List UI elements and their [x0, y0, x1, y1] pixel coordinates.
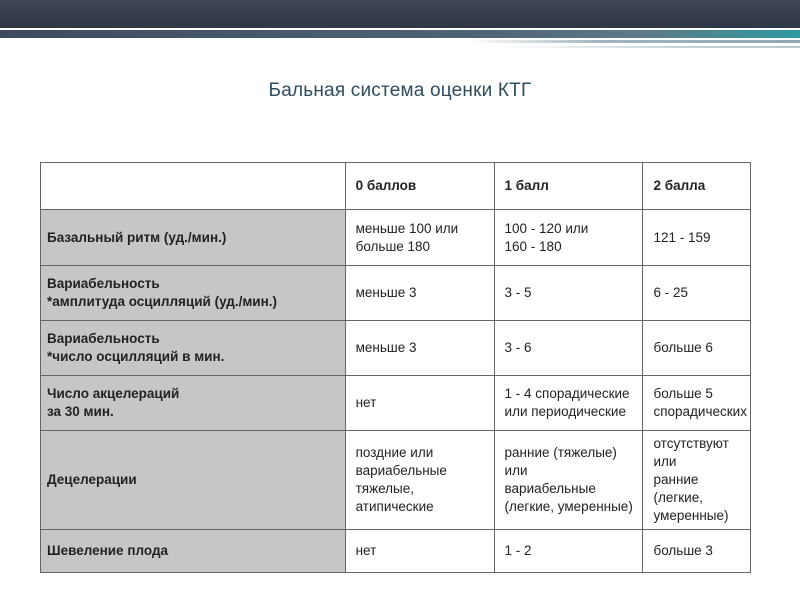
header-cell-empty — [41, 163, 346, 210]
row-label: Вариабельность *число осцилляций в мин. — [41, 321, 346, 376]
row-label: Вариабельность *амплитуда осцилляций (уд./мин.) — [41, 266, 346, 321]
header-cell-2-points: 2 балла — [643, 163, 751, 210]
header-cell-1-point: 1 балл — [494, 163, 643, 210]
header-accent-thin-line — [470, 40, 800, 43]
cell-0-points: меньше 3 — [345, 321, 494, 376]
table-row — [41, 431, 751, 530]
cell-0-points: нет — [345, 376, 494, 431]
table-row — [41, 530, 751, 573]
table-row — [41, 266, 751, 321]
cell-1-point: 100 - 120 или 160 - 180 — [494, 210, 643, 266]
header-accent-line — [0, 30, 800, 38]
ktg-score-table — [40, 162, 751, 573]
header-band — [0, 0, 800, 28]
cell-2-points: больше 6 — [643, 321, 751, 376]
cell-2-points: больше 3 — [643, 530, 751, 573]
cell-0-points: нет — [345, 530, 494, 573]
cell-2-points: 121 - 159 — [643, 210, 751, 266]
table-row — [41, 321, 751, 376]
cell-0-points: меньше 3 — [345, 266, 494, 321]
row-label: Базальный ритм (уд./мин.) — [41, 210, 346, 266]
row-label: Шевеление плода — [41, 530, 346, 573]
cell-2-points: 6 - 25 — [643, 266, 751, 321]
row-label: Децелерации — [41, 431, 346, 530]
slide-title: Бальная система оценки КТГ — [268, 80, 532, 101]
cell-1-point: 3 - 5 — [494, 266, 643, 321]
cell-2-points: больше 5 спорадических — [643, 376, 751, 431]
table-row — [41, 210, 751, 266]
table-row — [41, 376, 751, 431]
cell-1-point: ранние (тяжелые) или вариабельные (легкие, умеренные) — [494, 431, 643, 530]
cell-0-points: поздние или вариабельные тяжелые, атипические — [345, 431, 494, 530]
cell-2-points: отсутствуют или ранние (легкие, умеренные) — [643, 431, 751, 530]
header-accent-thin-line-2 — [500, 46, 800, 48]
cell-1-point: 1 - 2 — [494, 530, 643, 573]
cell-1-point: 1 - 4 спорадические или периодические — [494, 376, 643, 431]
table-header-row — [41, 163, 751, 210]
header-cell-0-points: 0 баллов — [345, 163, 494, 210]
cell-1-point: 3 - 6 — [494, 321, 643, 376]
row-label: Число акцелераций за 30 мин. — [41, 376, 346, 431]
cell-0-points: меньше 100 или больше 180 — [345, 210, 494, 266]
